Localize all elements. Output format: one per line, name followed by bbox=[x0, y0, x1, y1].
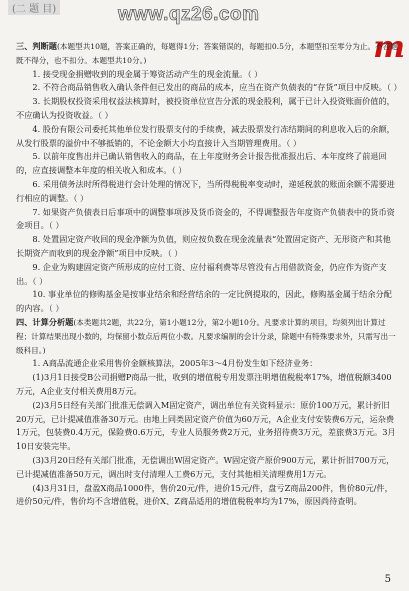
question-5: 5. 以前年度售出并已确认销售收入的商品，在上年度财务会计报告批准报出后、本年度终了前退回的，应直接调整本年度的相关收入和成本。（ ） bbox=[16, 151, 387, 176]
question-8: 8. 处置固定资产收回的现金净额为负值，则应按负数在现金流量表“处置固定资产、无形资产和其他长期资产而收到的现金净额”项目中反映。（ ） bbox=[16, 234, 391, 258]
page-content bbox=[16, 40, 402, 509]
question-9: 9. 企业为购建固定资产所形成的应付工资、应付福利费等尽管没有占用借款资金，仍应作为资产支出。（ ） bbox=[16, 261, 387, 286]
section-3-note: (本题型共10题，答案正确的，每题得1分；答案错误的，每题扣0.5分，本题型扣至零分为止。不答题既不得分，也不扣分。本题型共10分。) bbox=[16, 42, 398, 65]
problem-1-item-1: (1)3月1日接受B公司捐赠P商品一批，收到的增值税专用发票注明增值税税率17%，增值税额3400万元，A企业支付相关费用8万元。 bbox=[16, 372, 392, 396]
section-4-note: (本类题共2题，共22分，第1小题12分，第2小题10分。凡要求计算的项目，均须列出计算过程；计算结果出现小数的，均保留小数点后两位小数。凡要求编制的会计分录，除题中有特殊要求外，只需写出一级科目。) bbox=[16, 317, 396, 355]
question-10: 10. 事业单位的修购基金是按事业结余和经营结余的一定比例提取的，因此，修购基金属于结余分配的内容。（ ） bbox=[16, 289, 392, 314]
question-3: 3. 长期股权投资采用权益法核算时，被投资单位宣告分派的现金股利，属于已计入投资账面价值的，不应确认为投资收益。（ ） bbox=[16, 96, 395, 120]
section-3-title: 三、判断题 bbox=[16, 41, 57, 51]
question-6: 6. 采用债务法时所得税进行会计处理的情况下，当所得税税率变动时，递延税款的账面余额不需要进行相应的调整。（ ） bbox=[16, 178, 395, 203]
watermark-url: www.qz26.com bbox=[118, 4, 260, 25]
question-4: 4. 股份有限公司委托其他单位发行股票支付的手续费，减去股票发行冻结期间的利息收入后的余额，从发行股票的溢价中不够抵销的，不论金额大小均直接计入当期管理费用。（ ） bbox=[16, 123, 395, 148]
problem-1-item-4: (4)3月31日，盘盈X商品1000件，售价20元/件，进价15元/件，盘亏Z商品200件，售价80元/件，进价50元/件，售价均不含增值税，进价X、Z商品适用的增值税税率均为17%，原因尚待查明。 bbox=[16, 482, 393, 507]
header-corner-label: (二 题 目) bbox=[8, 0, 60, 15]
problem-1-item-3: (3)3月20日经有关部门批准，无偿调出W固定资产。W固定资产原价900万元，累计折旧700万元，已计提减值准备50万元，调出时支付清理人工费6万元，支付其他相关清理费用1万元。 bbox=[16, 454, 395, 479]
problem-1-item-2: (2)3月5日经有关部门批准无偿调入M固定资产，调出单位有关资料显示：原价100万元，累计折旧20万元，已计提减值准备30万元。由地上同类固定资产价值为60万元，A企业支付安装费6万元，运杂费1万元，包装费0.4万元，保险费0.6万元，专业人员服务费2万元，业务招待费3万元，差旅费3万元。3月10日安装完毕。 bbox=[16, 399, 396, 452]
question-2: 2. 不符合商品销售收入确认条件但已发出的商品的成本，应当在资产负债表的“存货”项目中反映。（ ） bbox=[32, 82, 402, 93]
question-1: 1. 接受现金捐赠收到的现金属于筹资活动产生的现金流量。（ ） bbox=[32, 68, 263, 79]
problem-1-intro: 1. A商品流通企业采用售价金额核算法，2005年3～4月份发生如下经济业务： bbox=[32, 358, 318, 369]
section-4-title: 四、计算分析题 bbox=[16, 316, 74, 327]
page-number: 5 bbox=[384, 574, 391, 585]
logo-letter: m bbox=[373, 30, 405, 65]
question-7: 7. 如果资产负债表日后事项中的调整事项涉及货币资金的，不得调整报告年度资产负债表中的货币资金项目。（ ） bbox=[16, 206, 395, 231]
